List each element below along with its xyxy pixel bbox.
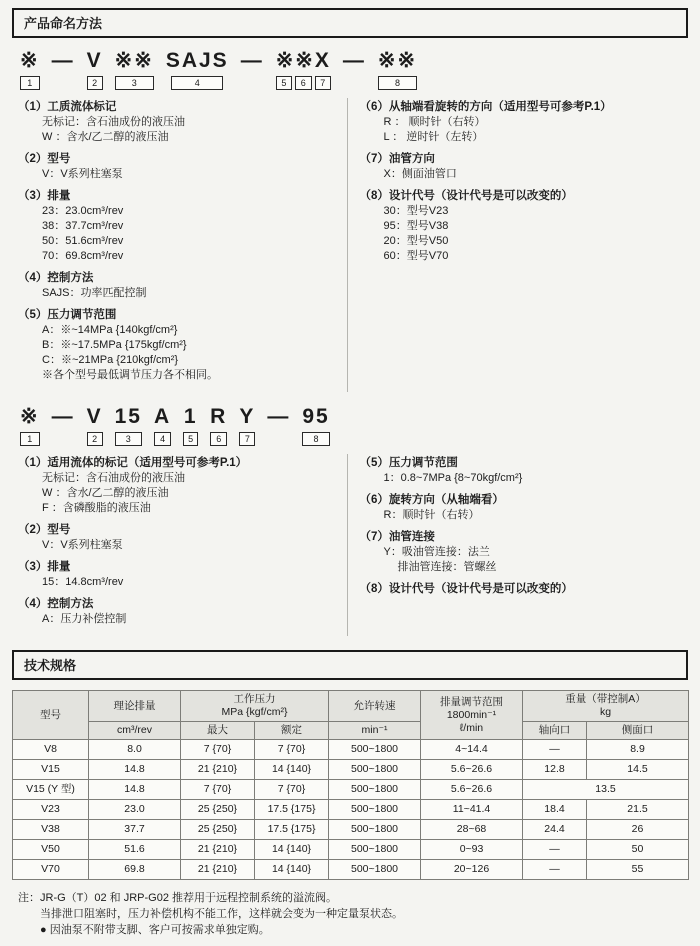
explanation-item-title: （5）压力调节范围 xyxy=(359,457,458,470)
header-speed-unit: min⁻¹ xyxy=(329,722,421,740)
code-text: — xyxy=(267,405,291,429)
code-segment xyxy=(267,406,290,432)
explanation-item-line: F ：含磷酸脂的液压油 xyxy=(42,502,151,515)
range-cell: 4~14.4 xyxy=(421,740,523,760)
explanation-item-title: （4）控制方法 xyxy=(18,598,94,611)
code-segment xyxy=(87,406,103,446)
code-text: V xyxy=(86,49,103,72)
explanation-item-title: （6）旋转方向（从轴端看） xyxy=(359,494,504,507)
spec-table-header-row-1 xyxy=(13,691,689,722)
explanation-item-line: 排油管连接：管螺丝 xyxy=(383,561,497,574)
explanation-item xyxy=(18,152,337,182)
explanation-item xyxy=(18,456,337,516)
header-range xyxy=(421,691,523,740)
explanation-item xyxy=(360,189,679,264)
code-segment xyxy=(20,50,40,90)
header-pressure-title: 工作压力 xyxy=(233,693,276,706)
code-segment xyxy=(115,50,154,90)
code-text: ※※ xyxy=(377,49,418,72)
code-segment xyxy=(115,406,142,446)
header-pressure-unit: MPa {kgf/cm²} xyxy=(221,706,288,719)
explanation-item-line: 无标记：含石油成份的液压油 xyxy=(42,472,185,485)
pressure-rated-cell: 7 {70} xyxy=(255,740,329,760)
position-number-row xyxy=(239,432,255,446)
header-weight-axial: 轴向口 xyxy=(523,722,587,740)
spec-table-header-row-2 xyxy=(13,722,689,740)
header-range-unit: ℓ/min xyxy=(459,721,484,734)
explanation-item xyxy=(360,530,679,575)
position-number-box: 2 xyxy=(87,76,103,90)
code-segment xyxy=(52,406,75,432)
explanation-item-line: 95：型号V38 xyxy=(383,220,449,233)
footnote-line: 当排泄口阻塞时，压力补偿机构不能工作，这样就会变为一种定量泵状态。 xyxy=(40,908,403,921)
explanation-item-line: L ： 逆时针（左转） xyxy=(383,131,484,144)
explanation-item-title: （5）压力调节范围 xyxy=(18,309,117,322)
explanation-item-line: 20：型号V50 xyxy=(383,235,449,248)
position-number-box: 7 xyxy=(315,76,331,90)
weight-axial-cell: 12.8 xyxy=(523,760,587,780)
explanation-item-line: 30：型号V23 xyxy=(383,205,449,218)
explanation-item-line: W ：含水/乙二醇的液压油 xyxy=(42,487,169,500)
code-text: 1 xyxy=(183,405,198,429)
weight-axial-cell: — xyxy=(523,840,587,860)
explanation-item-title: （4）控制方法 xyxy=(18,272,94,285)
explanation-item-line: 50：51.6cm³/rev xyxy=(42,235,124,248)
explanation-item-line: V：V系列柱塞泵 xyxy=(42,168,123,181)
explanation-item-line: SAJS：功率匹配控制 xyxy=(42,287,147,300)
explanation-item-line: ※各个型号最低调节压力各不相同。 xyxy=(42,369,218,382)
position-number-box: 7 xyxy=(239,432,255,446)
code-segment xyxy=(210,406,227,446)
displacement-cell: 37.7 xyxy=(89,820,181,840)
explanation-item xyxy=(360,100,679,145)
spec-table-row xyxy=(13,800,689,820)
header-model: 型号 xyxy=(13,691,89,740)
speed-cell: 500~1800 xyxy=(329,820,421,840)
position-number-row xyxy=(276,76,331,90)
explanation-item-title: （2）型号 xyxy=(18,153,71,166)
pressure-rated-cell: 14 {140} xyxy=(255,860,329,880)
explanation-item xyxy=(18,523,337,553)
section-title-naming xyxy=(12,8,688,38)
model-cell: V38 xyxy=(13,820,89,840)
explanation-item-line: C：※~21MPa {210kgf/cm²} xyxy=(42,354,179,367)
pressure-max-cell: 7 {70} xyxy=(181,780,255,800)
pressure-rated-cell: 14 {140} xyxy=(255,760,329,780)
range-cell: 11~41.4 xyxy=(421,800,523,820)
explanation-item xyxy=(360,152,679,182)
speed-cell: 500~1800 xyxy=(329,740,421,760)
explanation-item xyxy=(360,456,679,486)
pressure-max-cell: 21 {210} xyxy=(181,840,255,860)
spec-table-row xyxy=(13,860,689,880)
section-title-specs-label: 技术规格 xyxy=(24,658,77,674)
position-number-row xyxy=(115,76,154,90)
explanation-item-title: （1）适用流体的标记（适用型号可参考P.1） xyxy=(18,457,248,470)
explanation-item-line: X：侧面油管口 xyxy=(383,168,457,181)
position-number-row xyxy=(378,76,417,90)
explanation-item-line: 70：69.8cm³/rev xyxy=(42,250,124,263)
section-title-specs xyxy=(12,650,688,680)
explanation-item xyxy=(18,271,337,301)
naming-1-explanations xyxy=(12,98,688,392)
position-number-row xyxy=(302,432,329,446)
position-number-box: 3 xyxy=(115,76,154,90)
naming-1-right-column xyxy=(347,98,689,392)
weight-axial-cell: 24.4 xyxy=(523,820,587,840)
explanation-item xyxy=(18,189,337,264)
code-text: ※※X xyxy=(275,49,331,72)
code-text: 15 xyxy=(114,405,142,429)
position-number-box: 1 xyxy=(20,432,40,446)
explanation-item-line: R：顺时针（右转） xyxy=(383,509,480,522)
explanation-item-line: 23：23.0cm³/rev xyxy=(42,205,124,218)
explanation-item-title: （6）从轴端看旋转的方向（适用型号可参考P.1） xyxy=(359,101,612,114)
range-cell: 0~93 xyxy=(421,840,523,860)
naming-2-explanations xyxy=(12,454,688,636)
speed-cell: 500~1800 xyxy=(329,780,421,800)
weight-merged-cell: 13.5 xyxy=(523,780,689,800)
explanation-item xyxy=(360,582,679,597)
code-text: R xyxy=(210,405,228,429)
model-code-diagram-2 xyxy=(20,406,688,446)
explanation-item-line: 无标记：含石油成份的液压油 xyxy=(42,116,185,129)
speed-cell: 500~1800 xyxy=(329,760,421,780)
header-pressure-max: 最大 xyxy=(181,722,255,740)
position-number-box: 3 xyxy=(115,432,142,446)
code-text: ※ xyxy=(20,49,40,72)
header-weight-side: 侧面口 xyxy=(587,722,689,740)
code-segment xyxy=(276,50,331,90)
weight-side-cell: 21.5 xyxy=(587,800,689,820)
code-text: Y xyxy=(239,405,256,429)
header-displacement-unit: cm³/rev xyxy=(89,722,181,740)
explanation-item-line: 60：型号V70 xyxy=(383,250,449,263)
footnotes xyxy=(12,890,688,938)
pressure-max-cell: 25 {250} xyxy=(181,800,255,820)
weight-axial-cell: — xyxy=(523,740,587,760)
naming-2-left-column xyxy=(12,454,347,636)
position-number-box: 5 xyxy=(183,432,198,446)
weight-side-cell: 50 xyxy=(587,840,689,860)
spec-table-row xyxy=(13,840,689,860)
explanation-item-title: （3）排量 xyxy=(18,190,71,203)
code-text: — xyxy=(240,49,264,72)
explanation-item-line: 15：14.8cm³/rev xyxy=(42,576,124,589)
explanation-item-title: （2）型号 xyxy=(18,524,71,537)
footnote-line: 注：JR-G（T）02 和 JRP-G02 推荐用于远程控制系统的溢流阀。 xyxy=(18,892,338,905)
displacement-cell: 14.8 xyxy=(89,780,181,800)
position-number-box: 4 xyxy=(154,432,171,446)
pressure-max-cell: 7 {70} xyxy=(181,740,255,760)
position-number-box: 5 xyxy=(276,76,292,90)
code-text: SAJS xyxy=(165,49,229,72)
code-text: ※※ xyxy=(114,49,154,72)
weight-side-cell: 8.9 xyxy=(587,740,689,760)
code-segment xyxy=(52,50,75,76)
explanation-item-title: （8）设计代号（设计代号是可以改变的） xyxy=(359,190,573,203)
header-weight xyxy=(523,691,689,722)
position-number-box: 1 xyxy=(20,76,40,90)
model-code-diagram-1 xyxy=(20,50,688,90)
position-number-row xyxy=(87,432,103,446)
model-cell: V23 xyxy=(13,800,89,820)
displacement-cell: 8.0 xyxy=(89,740,181,760)
pressure-max-cell: 21 {210} xyxy=(181,760,255,780)
pressure-max-cell: 21 {210} xyxy=(181,860,255,880)
spec-table-row xyxy=(13,780,689,800)
footnote-line: ● 因油泵不附带支脚、客户可按需求单独定购。 xyxy=(40,924,270,937)
explanation-item-line: B：※~17.5MPa {175kgf/cm²} xyxy=(42,339,187,352)
header-speed: 允许转速 xyxy=(329,691,421,722)
explanation-item-line: R ： 顺时针（右转） xyxy=(383,116,486,129)
speed-cell: 500~1800 xyxy=(329,840,421,860)
position-number-box: 8 xyxy=(378,76,417,90)
position-number-row xyxy=(166,76,229,90)
weight-side-cell: 26 xyxy=(587,820,689,840)
explanation-item xyxy=(18,308,337,383)
weight-axial-cell: — xyxy=(523,860,587,880)
section-title-naming-label: 产品命名方法 xyxy=(24,16,103,31)
position-number-box: 2 xyxy=(87,432,103,446)
header-weight-title: 重量（带控制A） xyxy=(565,693,646,706)
explanation-item xyxy=(360,493,679,523)
code-segment xyxy=(302,406,329,446)
naming-1-left-column xyxy=(12,98,347,392)
model-cell: V50 xyxy=(13,840,89,860)
model-cell: V15 xyxy=(13,760,89,780)
code-segment xyxy=(378,50,417,90)
header-range-title: 排量调节范围 xyxy=(440,695,504,708)
explanation-item-title: （7）油管方向 xyxy=(359,153,435,166)
code-text: A xyxy=(153,405,172,429)
range-cell: 20~126 xyxy=(421,860,523,880)
explanation-item-line: 38：37.7cm³/rev xyxy=(42,220,124,233)
code-text: 95 xyxy=(302,405,330,429)
code-text: V xyxy=(86,405,103,429)
position-number-row xyxy=(87,76,103,90)
header-range-speed: 1800min⁻¹ xyxy=(446,708,497,721)
pressure-rated-cell: 14 {140} xyxy=(255,840,329,860)
explanation-item-line: Y：吸油管连接：法兰 xyxy=(383,546,490,559)
range-cell: 5.6~26.6 xyxy=(421,780,523,800)
position-number-row xyxy=(183,432,198,446)
spec-table-row xyxy=(13,760,689,780)
speed-cell: 500~1800 xyxy=(329,800,421,820)
displacement-cell: 23.0 xyxy=(89,800,181,820)
naming-2-right-column xyxy=(347,454,689,636)
position-number-row xyxy=(210,432,227,446)
code-text: ※ xyxy=(20,405,40,429)
explanation-item xyxy=(18,597,337,627)
code-segment xyxy=(239,406,255,446)
position-number-row xyxy=(154,432,171,446)
position-number-box: 4 xyxy=(171,76,223,90)
code-segment xyxy=(20,406,40,446)
displacement-cell: 51.6 xyxy=(89,840,181,860)
code-text: — xyxy=(51,405,75,429)
code-segment xyxy=(154,406,171,446)
header-pressure xyxy=(181,691,329,722)
pressure-rated-cell: 17.5 {175} xyxy=(255,820,329,840)
spec-table-row xyxy=(13,740,689,760)
model-cell: V15 (Y 型) xyxy=(13,780,89,800)
weight-side-cell: 14.5 xyxy=(587,760,689,780)
pressure-max-cell: 25 {250} xyxy=(181,820,255,840)
explanation-item-line: 1：0.8~7MPa {8~70kgf/cm²} xyxy=(383,472,523,485)
model-cell: V70 xyxy=(13,860,89,880)
position-number-box: 6 xyxy=(295,76,311,90)
position-number-row xyxy=(20,432,40,446)
range-cell: 28~68 xyxy=(421,820,523,840)
explanation-item-line: V：V系列柱塞泵 xyxy=(42,539,123,552)
explanation-item-title: （3）排量 xyxy=(18,561,71,574)
pressure-rated-cell: 17.5 {175} xyxy=(255,800,329,820)
header-weight-unit: kg xyxy=(599,706,612,719)
code-segment xyxy=(166,50,229,90)
range-cell: 5.6~26.6 xyxy=(421,760,523,780)
spec-table-row xyxy=(13,820,689,840)
explanation-item-title: （7）油管连接 xyxy=(359,531,435,544)
explanation-item-title: （8）设计代号（设计代号是可以改变的） xyxy=(359,583,573,596)
position-number-row xyxy=(20,76,40,90)
code-text: — xyxy=(342,49,366,72)
position-number-box: 8 xyxy=(302,432,329,446)
spec-table xyxy=(12,690,689,880)
weight-side-cell: 55 xyxy=(587,860,689,880)
pressure-rated-cell: 7 {70} xyxy=(255,780,329,800)
model-cell: V8 xyxy=(13,740,89,760)
code-segment xyxy=(343,50,366,76)
explanation-item xyxy=(18,100,337,145)
explanation-item-line: W ：含水/乙二醇的液压油 xyxy=(42,131,169,144)
code-segment xyxy=(241,50,264,76)
header-pressure-rated: 额定 xyxy=(255,722,329,740)
explanation-item-line: A：压力补偿控制 xyxy=(42,613,127,626)
code-segment xyxy=(87,50,103,90)
position-number-box: 6 xyxy=(210,432,227,446)
weight-axial-cell: 18.4 xyxy=(523,800,587,820)
position-number-row xyxy=(115,432,142,446)
code-text: — xyxy=(51,49,75,72)
speed-cell: 500~1800 xyxy=(329,860,421,880)
code-segment xyxy=(183,406,198,446)
explanation-item xyxy=(18,560,337,590)
displacement-cell: 69.8 xyxy=(89,860,181,880)
header-displacement: 理论排量 xyxy=(89,691,181,722)
displacement-cell: 14.8 xyxy=(89,760,181,780)
explanation-item-title: （1）工质流体标记 xyxy=(18,101,117,114)
explanation-item-line: A：※~14MPa {140kgf/cm²} xyxy=(42,324,178,337)
